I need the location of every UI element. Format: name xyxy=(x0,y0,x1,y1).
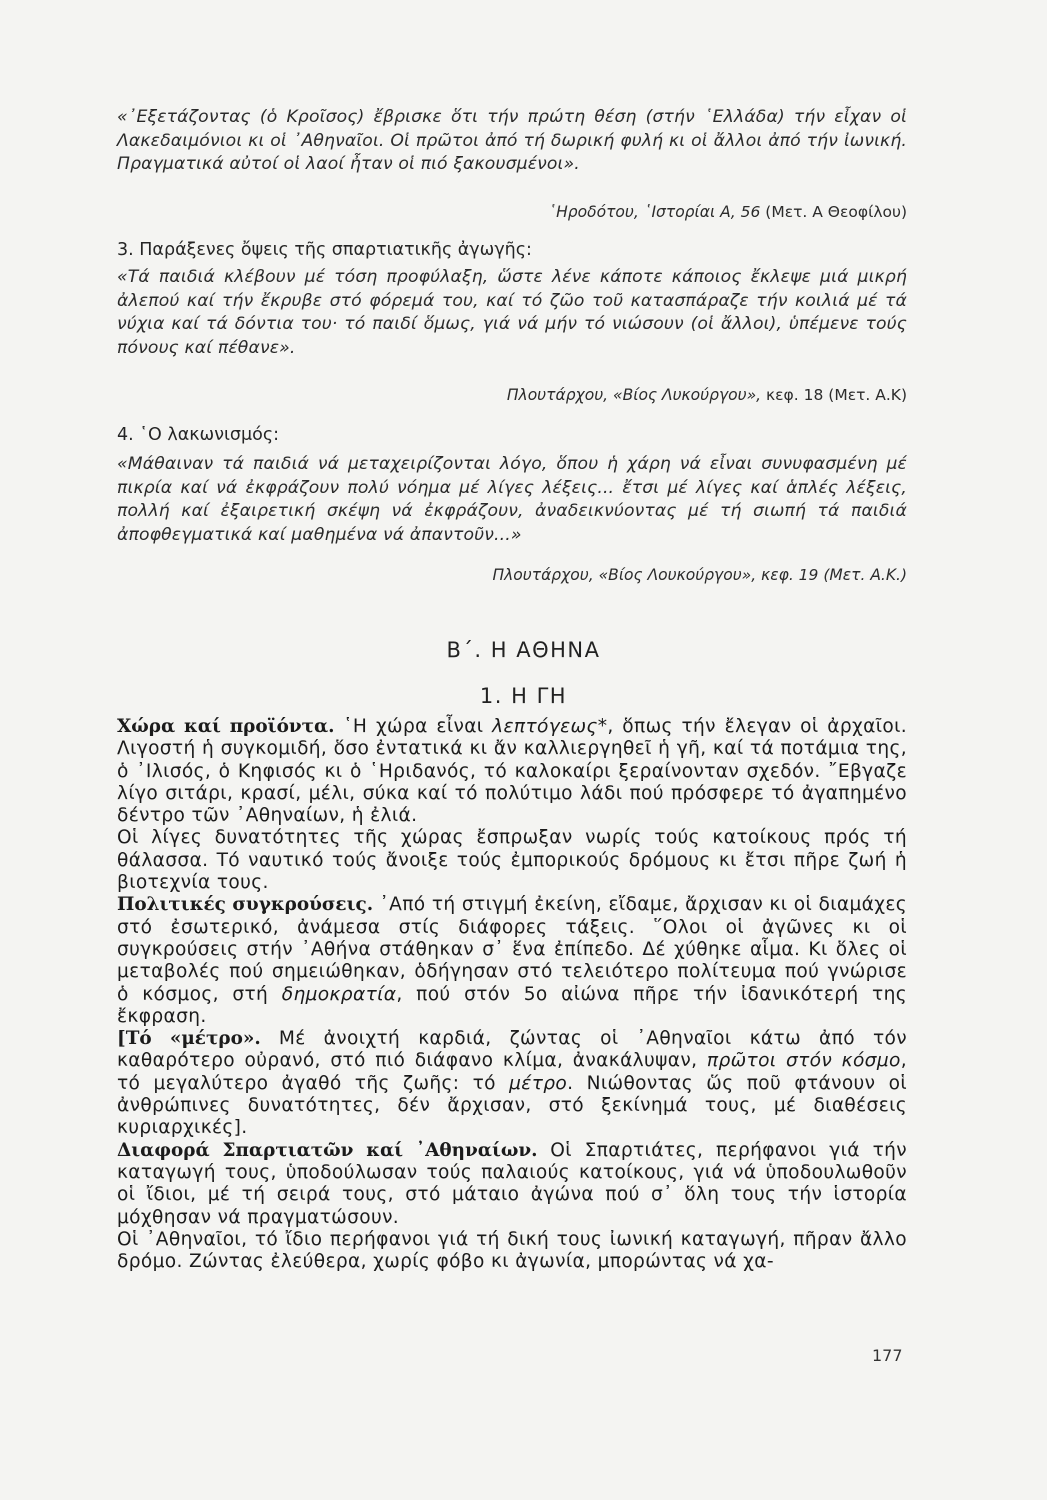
heading-laconism: 4. ῾Ο λακωνισμός: xyxy=(117,425,280,445)
quote-plutarch-fox: «Τά παιδιά κλέβουν μέ τόση προφύλαξη, ὥστε λένε κάποτε κάποιος ἔκλεψε μιά μικρή ἀλεπού καί τήν ἔκρυβε στό φόρεμά του, καί τό ζῶο τοῦ κατασπάραζε τήν κοιλιά μέ τά νύχια καί τά δόντια του· τό παιδί ὅμως, γιά νά μήν τό νιώσουν (οἱ ἄλλοι), ὑπέμενε τούς πόνους καί πέθανε». xyxy=(117,267,907,358)
paragraph-land: Χώρα καί προϊόντα. ῾Η χώρα εἶναι λεπτόγεως*, ὅπως τήν ἔλεγαν οἱ ἀρχαῖοι. Λιγοστή ἡ συγκομιδή, ὅσο ἐντατικά κι ἄν καλλιεργηθεῖ ἡ γῆ, καί τά ποτάμια της, ὁ ᾽Ιλισός, ὁ Κηφισός κι ὁ ῾Ηριδανός, τό καλοκαίρι ξεραίνονταν σχεδόν. ῎Εβγαζε λίγο σιτάρι, κρασί, μέλι, σύκα καί τό πολύτιμο λάδι πού πρόσφερε τό ἀγαπημένο δέντρο τῶν ᾽Αθηναίων, ἡ ἐλιά. xyxy=(117,716,907,827)
citation-plutarch-19: Πλουτάρχου, «Βίος Λουκούργου», κεφ. 19 (Μετ. Α.Κ.) xyxy=(492,566,907,584)
paragraph-conflicts: Πολιτικές συγκρούσεις. ᾽Από τή στιγμή ἐκείνη, εἴδαμε, ἄρχισαν κι οἱ διαμάχες στό ἐσωτερικό, ἀνάμεσα στίς διάφορες τάξεις. ῞Ολοι οἱ ἀγῶνες κι οἱ συγκρούσεις στήν ᾽Αθήνα στάθηκαν σ᾽ ἕνα ἐπίπεδο. Δέ χύθηκε αἷμα. Κι ὅλες οἱ μεταβολές πού σημειώθηκαν, ὁδήγησαν στό τελειότερο πολίτευμα πού γνώρισε ὁ κόσμος, στή δημοκρατία, πού στόν 5ο αἰώνα πῆρε τήν ἰδανικότερή της ἔκφραση. xyxy=(117,894,908,1027)
citation-work: ῾Ηροδότου, ῾Ιστορίαι Α, 56 xyxy=(548,203,761,221)
citation-translator: κεφ. 18 (Μετ. Α.Κ) xyxy=(766,386,907,404)
term-democracy: δημοκρατία xyxy=(281,983,397,1005)
lead-difference: Διαφορά Σπαρτιατῶν καί ᾽Αθηναίων. xyxy=(117,1139,538,1161)
section-title: Β΄. Η ΑΘΗΝΑ xyxy=(446,638,601,662)
page-number: 177 xyxy=(872,1346,903,1365)
citation-translator: (Μετ. Α Θεοφίλου) xyxy=(765,203,907,221)
citation-work: Πλουτάρχου, «Βίος Λυκούργου», xyxy=(506,386,762,404)
paragraph-athenians: Οἱ ᾽Αθηναῖοι, τό ἴδιο περήφανοι γιά τή δική τους ἰωνική καταγωγή, πῆραν ἄλλο δρόμο. Ζώντας ἐλεύθερα, χωρίς φόβο κι ἀγωνία, μπορώντας νά χα- xyxy=(117,1228,907,1273)
citation-plutarch-18 xyxy=(507,386,907,404)
quote-plutarch-laconism: «Μάθαιναν τά παιδιά νά μεταχειρίζονται λόγο, ὅπου ἡ χάρη νά εἶναι συνυφασμένη μέ πικρία καί νά ἐκφράζουν πολύ νόημα μέ λίγες λέξεις... ἔτσι μέ λίγες καί ἁπλές λέξεις, πολλή καί ἐξαιρετική σκέψη νά ἐκφράζουν, ἀναδεικνύοντας μέ τή σιωπή τά παιδιά ἀποφθεγματικά καί μαθημένα νά ἀπαντοῦν...» xyxy=(117,454,907,545)
lead-measure: [Τό «μέτρο». xyxy=(117,1028,261,1050)
citation-herodotus xyxy=(548,203,907,221)
lead-land: Χώρα καί προϊόντα. xyxy=(117,716,335,737)
lead-conflicts: Πολιτικές συγκρούσεις. xyxy=(117,894,374,916)
paragraph-sea: Οἱ λίγες δυνατότητες τῆς χώρας ἔσπρωξαν νωρίς τούς κατοίκους πρός τή θάλασσα. Τό ναυτικό τούς ἄνοιξε τούς ἐμπορικούς δρόμους κι ἔτσι πῆρε ζωή ἡ βιοτεχνία τους. xyxy=(117,827,907,894)
term-leptogeos: λεπτόγεως xyxy=(492,716,598,737)
quote-herodotus: «᾽Εξετάζοντας (ὁ Κροῖσος) ἔβρισκε ὅτι τήν πρώτη θέση (στήν ῾Ελλάδα) τήν εἶχαν οἱ Λακεδαιμόνιοι κι οἱ ᾽Αθηναῖοι. Οἱ πρῶτοι ἀπό τή δωρική φυλή κι οἱ ἄλλοι ἀπό τήν ἰωνική. Πραγματικά αὐτοί οἱ λαοί ἦταν οἱ πιό ξακουσμένοι». xyxy=(117,107,907,174)
main-text xyxy=(117,716,907,1273)
term-first-in-world: πρῶτοι στόν κόσμο xyxy=(706,1050,901,1072)
heading-spartan-education: 3. Παράξενες ὄψεις τῆς σπαρτιατικῆς ἀγωγῆς: xyxy=(117,240,532,260)
term-measure: μέτρο xyxy=(509,1072,568,1094)
subsection-title: 1. Η ΓΗ xyxy=(479,684,568,708)
paragraph-measure: [Τό «μέτρο». Μέ ἀνοιχτή καρδιά, ζώντας οἱ ᾽Αθηναῖοι κάτω ἀπό τόν καθαρότερο οὐρανό, στό πιό διάφανο κλίμα, ἀνακάλυψαν, πρῶτοι στόν κόσμο, τό μεγαλύτερο ἀγαθό τῆς ζωῆς: τό μέτρο. Νιώθοντας ὥς ποῦ φτάνουν οἱ ἀνθρώπινες δυνατότητες, δέν ἄρχισαν, στό ξεκίνημά τους, μέ διαθέσεις κυριαρχικές]. xyxy=(117,1028,907,1139)
paragraph-difference: Διαφορά Σπαρτιατῶν καί ᾽Αθηναίων. Οἱ Σπαρτιάτες, περήφανοι γιά τήν καταγωγή τους, ὑποδούλωσαν τούς παλαιούς κατοίκους, γιά νά ὑποδουλωθοῦν οἱ ἴδιοι, μέ τή σειρά τους, στό μάταιο ἀγώνα πού σ᾽ ὅλη τους τήν ἱστορία μόχθησαν νά πραγματώσουν. xyxy=(117,1139,908,1228)
